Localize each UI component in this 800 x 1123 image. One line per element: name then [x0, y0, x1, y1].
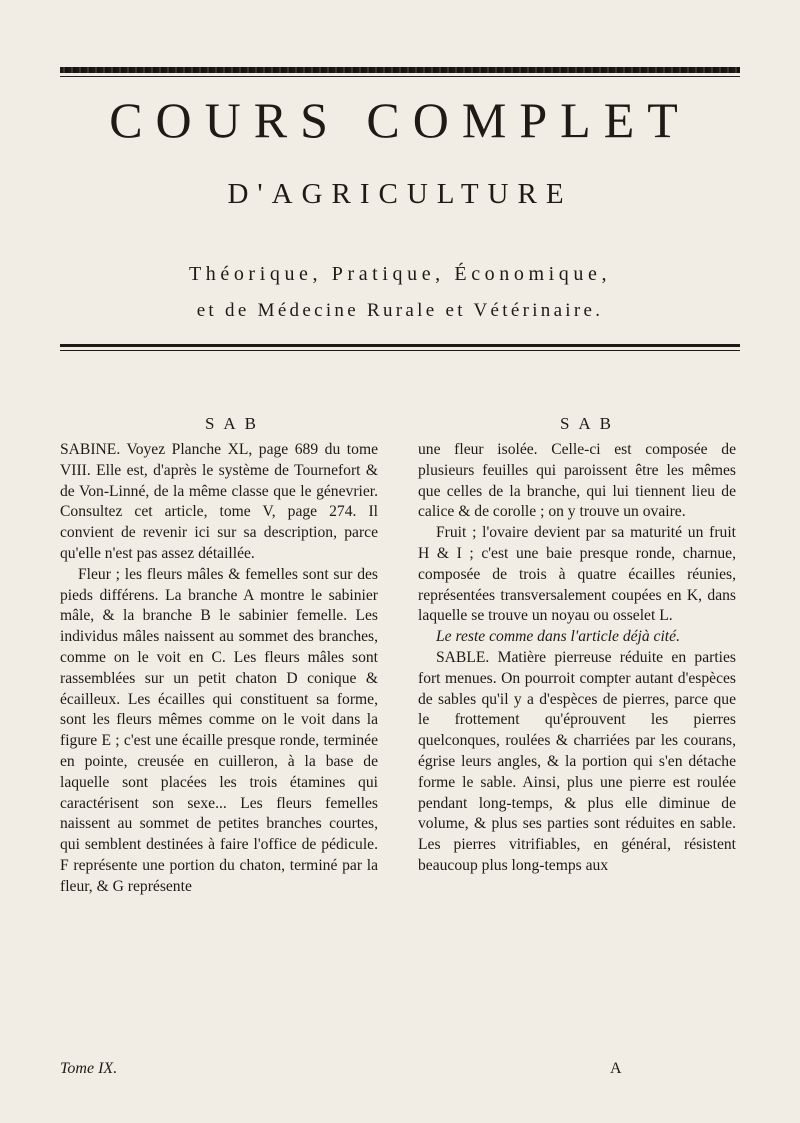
left-column [60, 440, 378, 898]
paragraph-reste: Le reste comme dans l'article déjà cité. [436, 628, 680, 646]
top-border-rule [60, 76, 740, 77]
top-border-band [60, 67, 740, 73]
paragraph-fruit: Fruit ; l'ovaire devient par sa maturité un fruit H & I ; c'est une baie presque ronde, charnue, composée de trois à quatre écailles réunies, représentées transversalement coupées en K, dans laquelle se trouve un noyau ou osselet L. [418, 524, 736, 625]
running-head-right: SAB [559, 414, 621, 433]
paragraph-fleur-continued: une fleur isolée. Celle-ci est composée de plusieurs feuilles qui paroissent être les mêmes que celles de la branche, qui lui tiennent lieu de calice & de corolle ; on y trouve un ovaire. [418, 441, 736, 521]
book-title: COURS COMPLET [109, 92, 691, 148]
volume-label: Tome IX. [60, 1060, 118, 1077]
running-head-left: SAB [204, 414, 266, 433]
right-column [418, 440, 736, 877]
paragraph-fleur: Fleur ; les fleurs mâles & femelles sont sur des pieds différens. La branche A montre le sabinier mâle, & la branche B le sabinier femelle. Les individus mâles naissent au sommet des branches, comme on le voit en C. Les fleurs mâles sont rassemblées sur un petit chaton D conique & écailleux. Les écailles qui constituent sa forme, sont les fleurs mêmes comme on le voit dans la figure E ; c'est une écaille presque ronde, terminée en pointe, creusée en cuilleron, à la base de laquelle sont placées les trois étamines qui caractérisent son sexe... Les fleurs femelles naissent au sommet de petites branches courtes, qui semblent destinées à faire l'office de pédicule. F représente une portion du chaton, terminé par la fleur, & G représente [60, 565, 378, 895]
title-rule-thick [60, 344, 740, 347]
title-line-1: Théorique, Pratique, Économique, [188, 263, 612, 285]
signature-mark: A [610, 1060, 622, 1077]
title-rule-thin [60, 350, 740, 351]
entry-sable: SABLE. Matière pierreuse réduite en parties fort menues. On pourroit compter autant d'espèces de sables qu'il y a d'espèces de pierres, parce que le frottement qu'éprouvent les pierres quelconques, roulées & charriées par les courans, égrise leurs angles, & la portion qui s'en détache forme le sable. Ainsi, plus une pierre est roulée pendant long-temps, & plus elle diminue de volume, & plus ses parties sont réduites en sable. Les pierres vitrifiables, en général, résistent beaucoup plus long-temps aux [418, 648, 736, 874]
title-line-2: et de Médecine Rurale et Vétérinaire. [196, 300, 604, 321]
book-subtitle: D'AGRICULTURE [227, 178, 573, 210]
entry-sabine: SABINE. Voyez Planche XL, page 689 du tome VIII. Elle est, d'après le système de Tournefort & de Von-Linné, de la même classe que le génevrier. Consultez cet article, tome V, page 274. Il convient de revenir ici sur sa description, parce qu'elle n'est pas assez détaillée. [60, 441, 378, 562]
